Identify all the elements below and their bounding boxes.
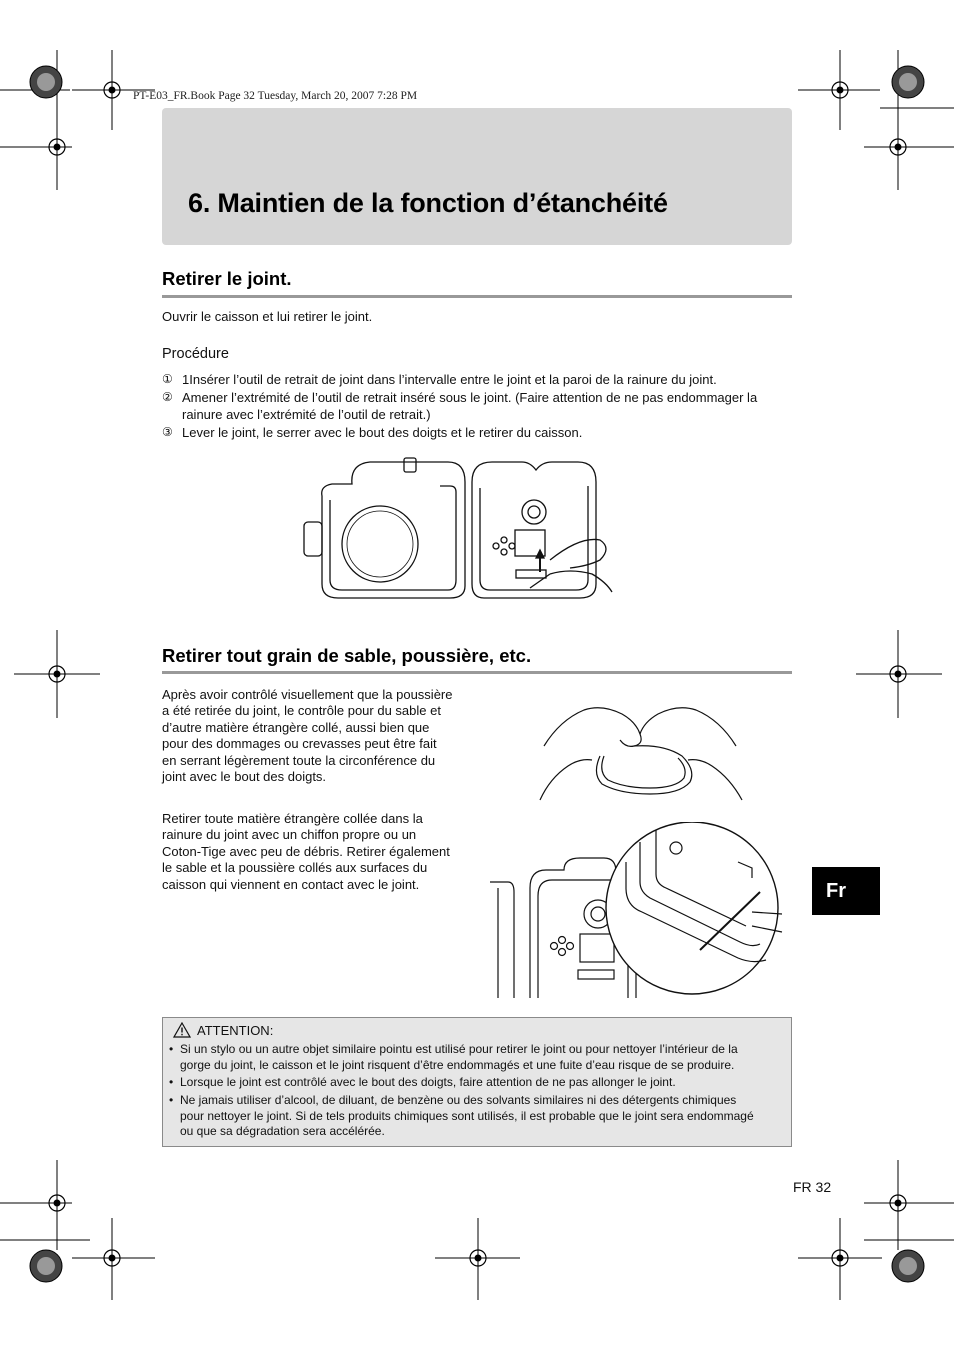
book-header-line: PT-E03_FR.Book Page 32 Tuesday, March 20, 2007 7:28 PM [133, 90, 418, 102]
housing-seal-removal-illustration [300, 456, 620, 602]
attention-item: • Ne jamais utiliser d’alcool, de diluant, de benzène ou des solvants similaires ni des détergents chimiques pour nettoyer le joint. Si de tels produits chimiques sont utilisés, il est probable que le joint sera endommagé ou que sa dégradation sera accélérée. [169, 1093, 754, 1139]
section-heading-remove-seal: Retirer le joint. [162, 268, 292, 289]
step-number: ① [162, 372, 173, 386]
attention-heading [173, 1022, 273, 1038]
page-number: FR 32 [793, 1179, 832, 1195]
attention-label: ATTENTION: [197, 1022, 274, 1038]
section-intro: Ouvrir le caisson et lui retirer le joint. [162, 309, 373, 324]
step-number: ② [162, 390, 173, 404]
procedure-step [162, 424, 792, 441]
procedure-step [162, 389, 792, 423]
section-divider [162, 295, 792, 298]
section-heading-remove-sand: Retirer tout grain de sable, poussière, etc. [162, 645, 532, 666]
step-text: 1Insérer l’outil de retrait de joint dans l’intervalle entre le joint et la paroi de la rainure du joint. [182, 372, 717, 387]
chapter-title-box [162, 108, 792, 245]
step-number: ③ [162, 425, 173, 439]
warning-triangle-icon [173, 1022, 191, 1038]
chapter-title: 6. Maintien de la fonction d’étanchéité [188, 188, 668, 218]
attention-item: • Si un stylo ou un autre objet similaire pointu est utilisé pour retirer le joint ou pour nettoyer l’intérieur de la gorge du joint, le caisson et le joint risquent d’être endommagés et une fuite d’eau risque de se produire. [169, 1042, 738, 1072]
section-divider [162, 671, 792, 674]
paragraph-clean-groove: Retirer toute matière étrangère collée dans la rainure du joint avec un chiffon propre ou un Coton-Tige avec peu de débris. Retirer également le sable et la poussière collés aux surfaces du caisson qui viennent en contact avec le joint. [162, 811, 450, 892]
paragraph-check-seal: Après avoir contrôlé visuellement que la poussière a été retirée du joint, le contrôle pour du sable et d’autre matière étrangère collé, aussi bien que pour des dommages ou crevasses peut être fait en serrant légèrement toute la circonférence du joint avec le bout des doigts. [162, 687, 453, 785]
hands-checking-seal-illustration [530, 700, 750, 804]
step-text: Amener l’extrémité de l’outil de retrait inséré sous le joint. (Faire attention de ne pas endommager la rainure avec l’extrémité de l’outil de retrait.) [182, 390, 758, 422]
step-text: Lever le joint, le serrer avec le bout des doigts et le retirer du caisson. [182, 425, 583, 440]
procedure-step [162, 371, 792, 388]
procedure-title: Procédure [162, 346, 229, 362]
attention-item: • Lorsque le joint est contrôlé avec le bout des doigts, faire attention de ne pas allonger le joint. [169, 1075, 676, 1089]
language-tab: Fr [812, 867, 880, 915]
housing-groove-cleaning-illustration [490, 822, 790, 1000]
